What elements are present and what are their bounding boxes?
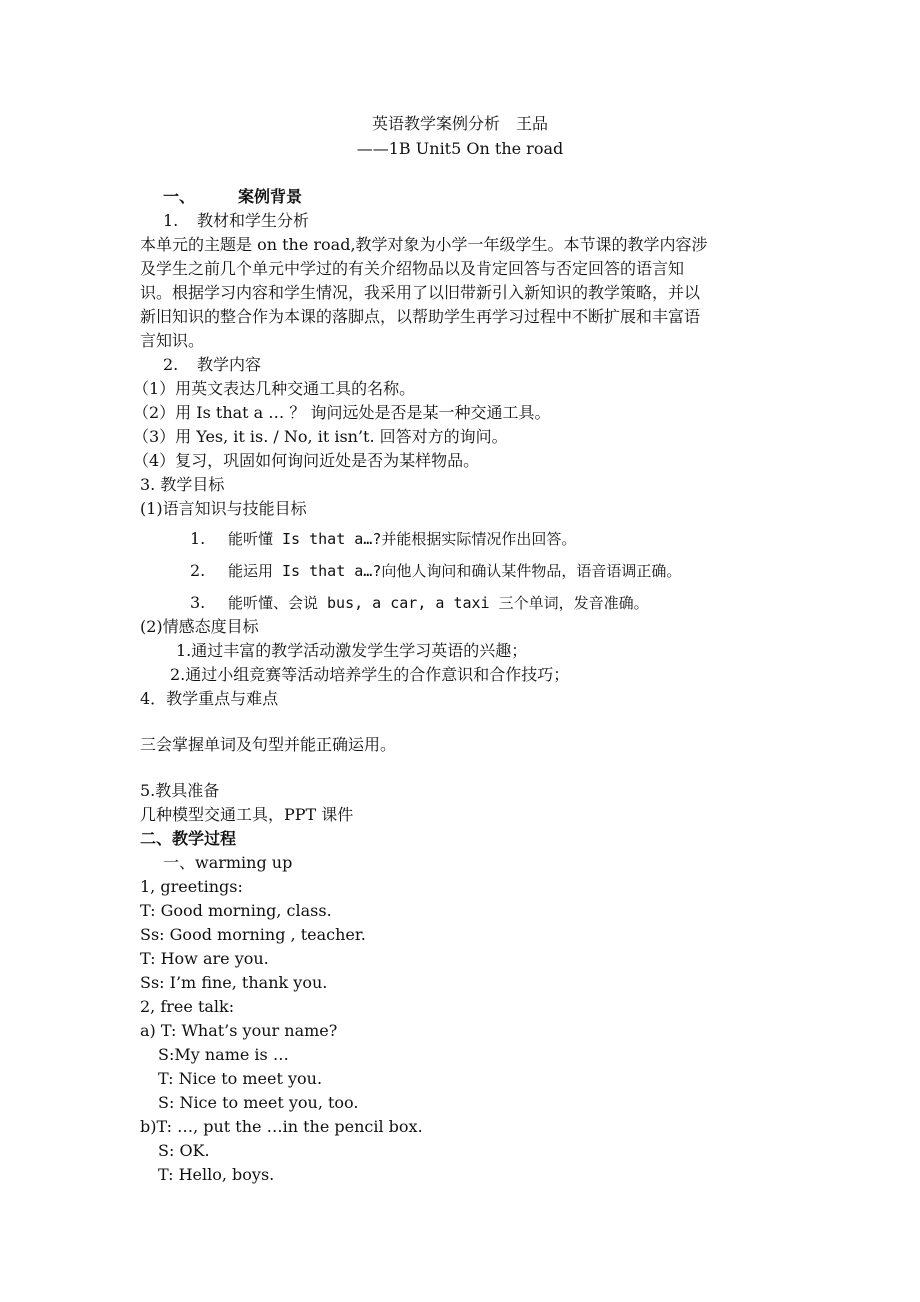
dialogue-line: T: Hello, boys. — [158, 1165, 275, 1184]
dialogue-line: a) T: What’s your name? — [140, 1021, 338, 1040]
goal-number: 3. — [190, 593, 206, 612]
content-item: （2）用 Is that a … ？ 询问远处是否是某一种交通工具。 — [133, 403, 551, 422]
emotion-goal: 1.通过丰富的教学活动激发学生学习英语的兴趣； — [176, 641, 528, 660]
dialogue-line: Ss: I’m fine, thank you. — [140, 973, 328, 992]
goals-emotion-heading: (2)情感态度目标 — [140, 617, 259, 636]
goal-text: 能听懂 Is that a…?并能根据实际情况作出回答。 — [228, 530, 577, 548]
goals-language-heading: (1)语言知识与技能目标 — [140, 499, 307, 518]
goal-number: 1. — [190, 529, 206, 548]
doc-title: 英语教学案例分析 王品 — [371, 114, 548, 133]
warmup-heading: 一、warming up — [163, 853, 293, 872]
dialogue-line: S:My name is … — [158, 1045, 289, 1064]
goal-text: 能运用 Is that a…?向他人询问和确认某件物品，语音语调正确。 — [228, 562, 682, 580]
dialogue-line: 2, free talk: — [140, 997, 235, 1016]
dialogue-line: T: Nice to meet you. — [158, 1069, 323, 1088]
subsection-2-number: 2. — [163, 355, 179, 374]
dialogue-line: T: Good morning, class. — [140, 901, 332, 920]
paragraph-line: 言知识。 — [140, 331, 205, 350]
content-item: （4）复习，巩固如何询问近处是否为某样物品。 — [133, 451, 480, 470]
subsection-5-heading: 5.教具准备 — [140, 781, 220, 800]
dialogue-line: Ss: Good morning , teacher. — [140, 925, 366, 944]
doc-subtitle: ——1B Unit5 On the road — [356, 139, 564, 158]
subsection-4-heading: 4．教学重点与难点 — [140, 689, 279, 708]
dialogue-line: S: Nice to meet you, too. — [158, 1093, 359, 1112]
subsection-3-heading: 3. 教学目标 — [140, 475, 225, 494]
content-item: （3）用 Yes, it is. / No, it isn’t. 回答对方的询问。 — [133, 427, 508, 446]
content-item: （1）用英文表达几种交通工具的名称。 — [133, 379, 416, 398]
subsection-5-text: 几种模型交通工具，PPT 课件 — [140, 805, 354, 824]
paragraph-line: 及学生之前几个单元中学过的有关介绍物品以及肯定回答与否定回答的语言知 — [140, 259, 685, 278]
paragraph-line: 识。根据学习内容和学生情况，我采用了以旧带新引入新知识的教学策略，并以 — [140, 283, 701, 302]
goal-text: 能听懂、会说 bus, a car, a taxi 三个单词，发音准确。 — [228, 594, 649, 612]
paragraph-line: 本单元的主题是 on the road,教学对象为小学一年级学生。本节课的教学内容涉 — [140, 235, 708, 254]
dialogue-line: S: OK. — [158, 1141, 210, 1160]
section-1-heading: 案例背景 — [238, 187, 303, 206]
subsection-2-heading: 教学内容 — [197, 355, 262, 374]
paragraph-line: 新旧知识的整合作为本课的落脚点，以帮助学生再学习过程中不断扩展和丰富语 — [140, 307, 701, 326]
goal-number: 2. — [190, 561, 206, 580]
dialogue-line: 1, greetings: — [140, 877, 243, 896]
subsection-1-number: 1. — [163, 211, 179, 230]
section-2-heading: 二、教学过程 — [140, 829, 237, 848]
subsection-4-text: 三会掌握单词及句型并能正确运用。 — [140, 735, 397, 754]
subsection-1-heading: 教材和学生分析 — [197, 211, 310, 230]
dialogue-line: b)T: …, put the …in the pencil box. — [140, 1117, 423, 1136]
section-1-number: 一、 — [163, 187, 196, 206]
dialogue-line: T: How are you. — [140, 949, 269, 968]
emotion-goal: 2.通过小组竞赛等活动培养学生的合作意识和合作技巧； — [170, 665, 570, 684]
